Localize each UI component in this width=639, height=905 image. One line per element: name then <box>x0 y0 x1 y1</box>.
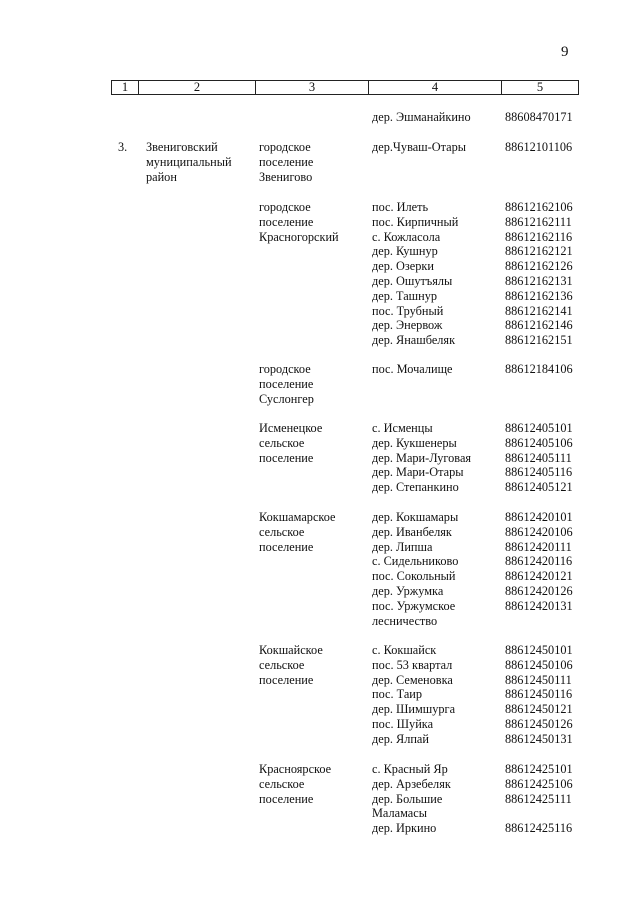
place-name: дер. Семеновка <box>372 672 453 687</box>
settlement-name <box>259 362 314 406</box>
column-header-row <box>112 81 579 95</box>
top-entry-code: 88608470171 <box>505 110 573 124</box>
place-name: дер. Большие <box>372 791 443 806</box>
place-name: пос. Илеть <box>372 200 429 214</box>
settlement-name-line: поселение <box>259 376 314 391</box>
column-header-5: 5 <box>502 81 579 95</box>
code-list <box>505 140 572 155</box>
oktmo-code: 88612420106 <box>505 524 573 539</box>
oktmo-code: 88612425116 <box>505 821 573 836</box>
place-name: дер. Мари-Отары <box>372 465 464 480</box>
oktmo-code: 88612162116 <box>505 229 573 244</box>
oktmo-code: 88612420121 <box>505 569 573 584</box>
place-list <box>372 421 471 495</box>
place-list <box>372 762 451 836</box>
settlement-name-line: Красноярское <box>259 762 332 776</box>
place-name: дер. Иркино <box>372 821 437 836</box>
settlement-name <box>259 510 336 554</box>
oktmo-code: 88612184106 <box>505 362 573 376</box>
settlement-name <box>259 421 322 465</box>
settlement-name-line: городское <box>259 140 311 154</box>
place-name: пос. Уржумское <box>372 598 456 613</box>
oktmo-code: 88612450111 <box>505 672 572 687</box>
place-name: дер. Янашбеляк <box>372 333 456 348</box>
district-name-line: Звениговский <box>146 140 218 154</box>
place-name: Маламасы <box>372 806 427 821</box>
oktmo-code: 88612162131 <box>505 273 573 288</box>
place-name: пос. Трубный <box>372 303 444 318</box>
oktmo-code: 88612405111 <box>505 450 572 465</box>
place-name: дер. Ялпай <box>372 731 429 746</box>
oktmo-code: 88612425111 <box>505 791 572 806</box>
settlement-name <box>259 140 313 184</box>
place-name: дер. Кушнур <box>372 244 438 259</box>
place-name: пос. 53 квартал <box>372 657 453 672</box>
code-list <box>505 510 573 614</box>
place-name: пос. Сокольный <box>372 569 456 584</box>
place-name: пос. Мочалище <box>372 362 453 376</box>
oktmo-code: 88612162121 <box>505 244 573 259</box>
oktmo-code: 88612450126 <box>505 716 573 731</box>
oktmo-code: 88612425101 <box>505 762 573 776</box>
place-name: дер. Энервож <box>372 318 443 333</box>
place-name: пос. Кирпичный <box>372 214 459 229</box>
code-list <box>505 200 573 348</box>
oktmo-code: 88612162146 <box>505 318 573 333</box>
settlement-name-line: сельское <box>259 776 305 791</box>
place-name: дер. Шимшурга <box>372 702 456 717</box>
oktmo-code: 88612162151 <box>505 333 573 348</box>
settlement-name-line: поселение <box>259 450 314 465</box>
place-list <box>372 510 458 628</box>
place-list <box>372 200 458 348</box>
settlement-name-line: поселение <box>259 539 314 554</box>
place-name: пос. Шуйка <box>372 716 434 731</box>
oktmo-code: 88612405101 <box>505 421 573 435</box>
settlement-name-line: Суслонгер <box>259 391 314 406</box>
settlement-name-line: Кокшамарское <box>259 510 336 524</box>
column-header-2: 2 <box>139 81 256 95</box>
code-list <box>505 362 573 377</box>
oktmo-code <box>505 806 573 821</box>
code-list <box>505 643 573 747</box>
settlement-name-line: Кокшайское <box>259 643 323 657</box>
settlement-name-line: поселение <box>259 154 314 169</box>
place-name: пос. Таир <box>372 687 423 702</box>
settlement-name-line: поселение <box>259 214 314 229</box>
settlement-name-line: городское <box>259 362 311 376</box>
place-name: с. Кокшайск <box>372 643 437 657</box>
place-name: с. Сидельниково <box>372 554 459 569</box>
district-name <box>146 140 232 184</box>
column-header-4: 4 <box>369 81 502 95</box>
oktmo-code: 88612420131 <box>505 598 573 613</box>
place-name: дер. Кукшенеры <box>372 435 457 450</box>
place-name: дер. Озерки <box>372 259 434 274</box>
oktmo-code: 88612450131 <box>505 731 573 746</box>
place-name: лесничество <box>372 613 438 628</box>
settlement-name-line: сельское <box>259 524 305 539</box>
oktmo-code: 88612101106 <box>505 140 573 154</box>
oktmo-code: 88612405116 <box>505 465 573 480</box>
settlement-name-line: сельское <box>259 435 305 450</box>
oktmo-code: 88612420101 <box>505 510 573 524</box>
place-list <box>372 362 453 377</box>
oktmo-code: 88612405106 <box>505 435 573 450</box>
settlement-name <box>259 200 339 244</box>
place-name: дер. Ошутъялы <box>372 273 453 288</box>
oktmo-code: 88612405121 <box>505 480 573 495</box>
place-name: дер.Чуваш-Отары <box>372 140 467 154</box>
place-name: с. Красный Яр <box>372 762 448 776</box>
place-name: дер. Уржумка <box>372 583 444 598</box>
place-name: дер. Мари-Луговая <box>372 450 472 465</box>
oktmo-code: 88612420116 <box>505 554 573 569</box>
column-header-table <box>111 80 579 95</box>
settlement-name-line: городское <box>259 200 311 214</box>
settlement-name-line: поселение <box>259 791 314 806</box>
settlement-name-line: Красногорский <box>259 229 339 244</box>
district-name-line: район <box>146 169 177 184</box>
settlement-name <box>259 762 331 806</box>
oktmo-code: 88612162136 <box>505 288 573 303</box>
place-name: дер. Степанкино <box>372 480 459 495</box>
place-name: дер. Кокшамары <box>372 510 459 524</box>
oktmo-code: 88612450101 <box>505 643 573 657</box>
settlement-name-line: Звенигово <box>259 169 313 184</box>
district-name-line: муниципальный <box>146 154 232 169</box>
oktmo-code: 88612425106 <box>505 776 573 791</box>
top-entry-place: дер. Эшманайкино <box>372 110 471 124</box>
column-header-3: 3 <box>256 81 369 95</box>
district-number: 3. <box>118 140 128 154</box>
oktmo-code: 88612450121 <box>505 702 573 717</box>
settlement-name-line: Исменецкое <box>259 421 323 435</box>
oktmo-code: 88612450116 <box>505 687 573 702</box>
place-list <box>372 140 466 155</box>
place-name: дер. Ташнур <box>372 288 438 303</box>
code-list <box>505 762 573 836</box>
place-list <box>372 643 455 747</box>
place-name: дер. Липша <box>372 539 433 554</box>
oktmo-code: 88612450106 <box>505 657 573 672</box>
oktmo-code: 88612162111 <box>505 214 572 229</box>
place-name: дер. Арзебеляк <box>372 776 451 791</box>
settlement-name-line: сельское <box>259 657 305 672</box>
oktmo-code: 88612420111 <box>505 539 572 554</box>
place-name: с. Кожласола <box>372 229 441 244</box>
column-header-1: 1 <box>112 81 139 95</box>
place-name: с. Исменцы <box>372 421 433 435</box>
oktmo-code: 88612420126 <box>505 583 573 598</box>
oktmo-code: 88612162126 <box>505 259 573 274</box>
settlement-name <box>259 643 323 687</box>
page-number: 9 <box>561 44 569 60</box>
code-list <box>505 421 573 495</box>
oktmo-code: 88612162106 <box>505 200 573 214</box>
settlement-name-line: поселение <box>259 672 314 687</box>
place-name: дер. Иванбеляк <box>372 524 452 539</box>
oktmo-code: 88612162141 <box>505 303 573 318</box>
